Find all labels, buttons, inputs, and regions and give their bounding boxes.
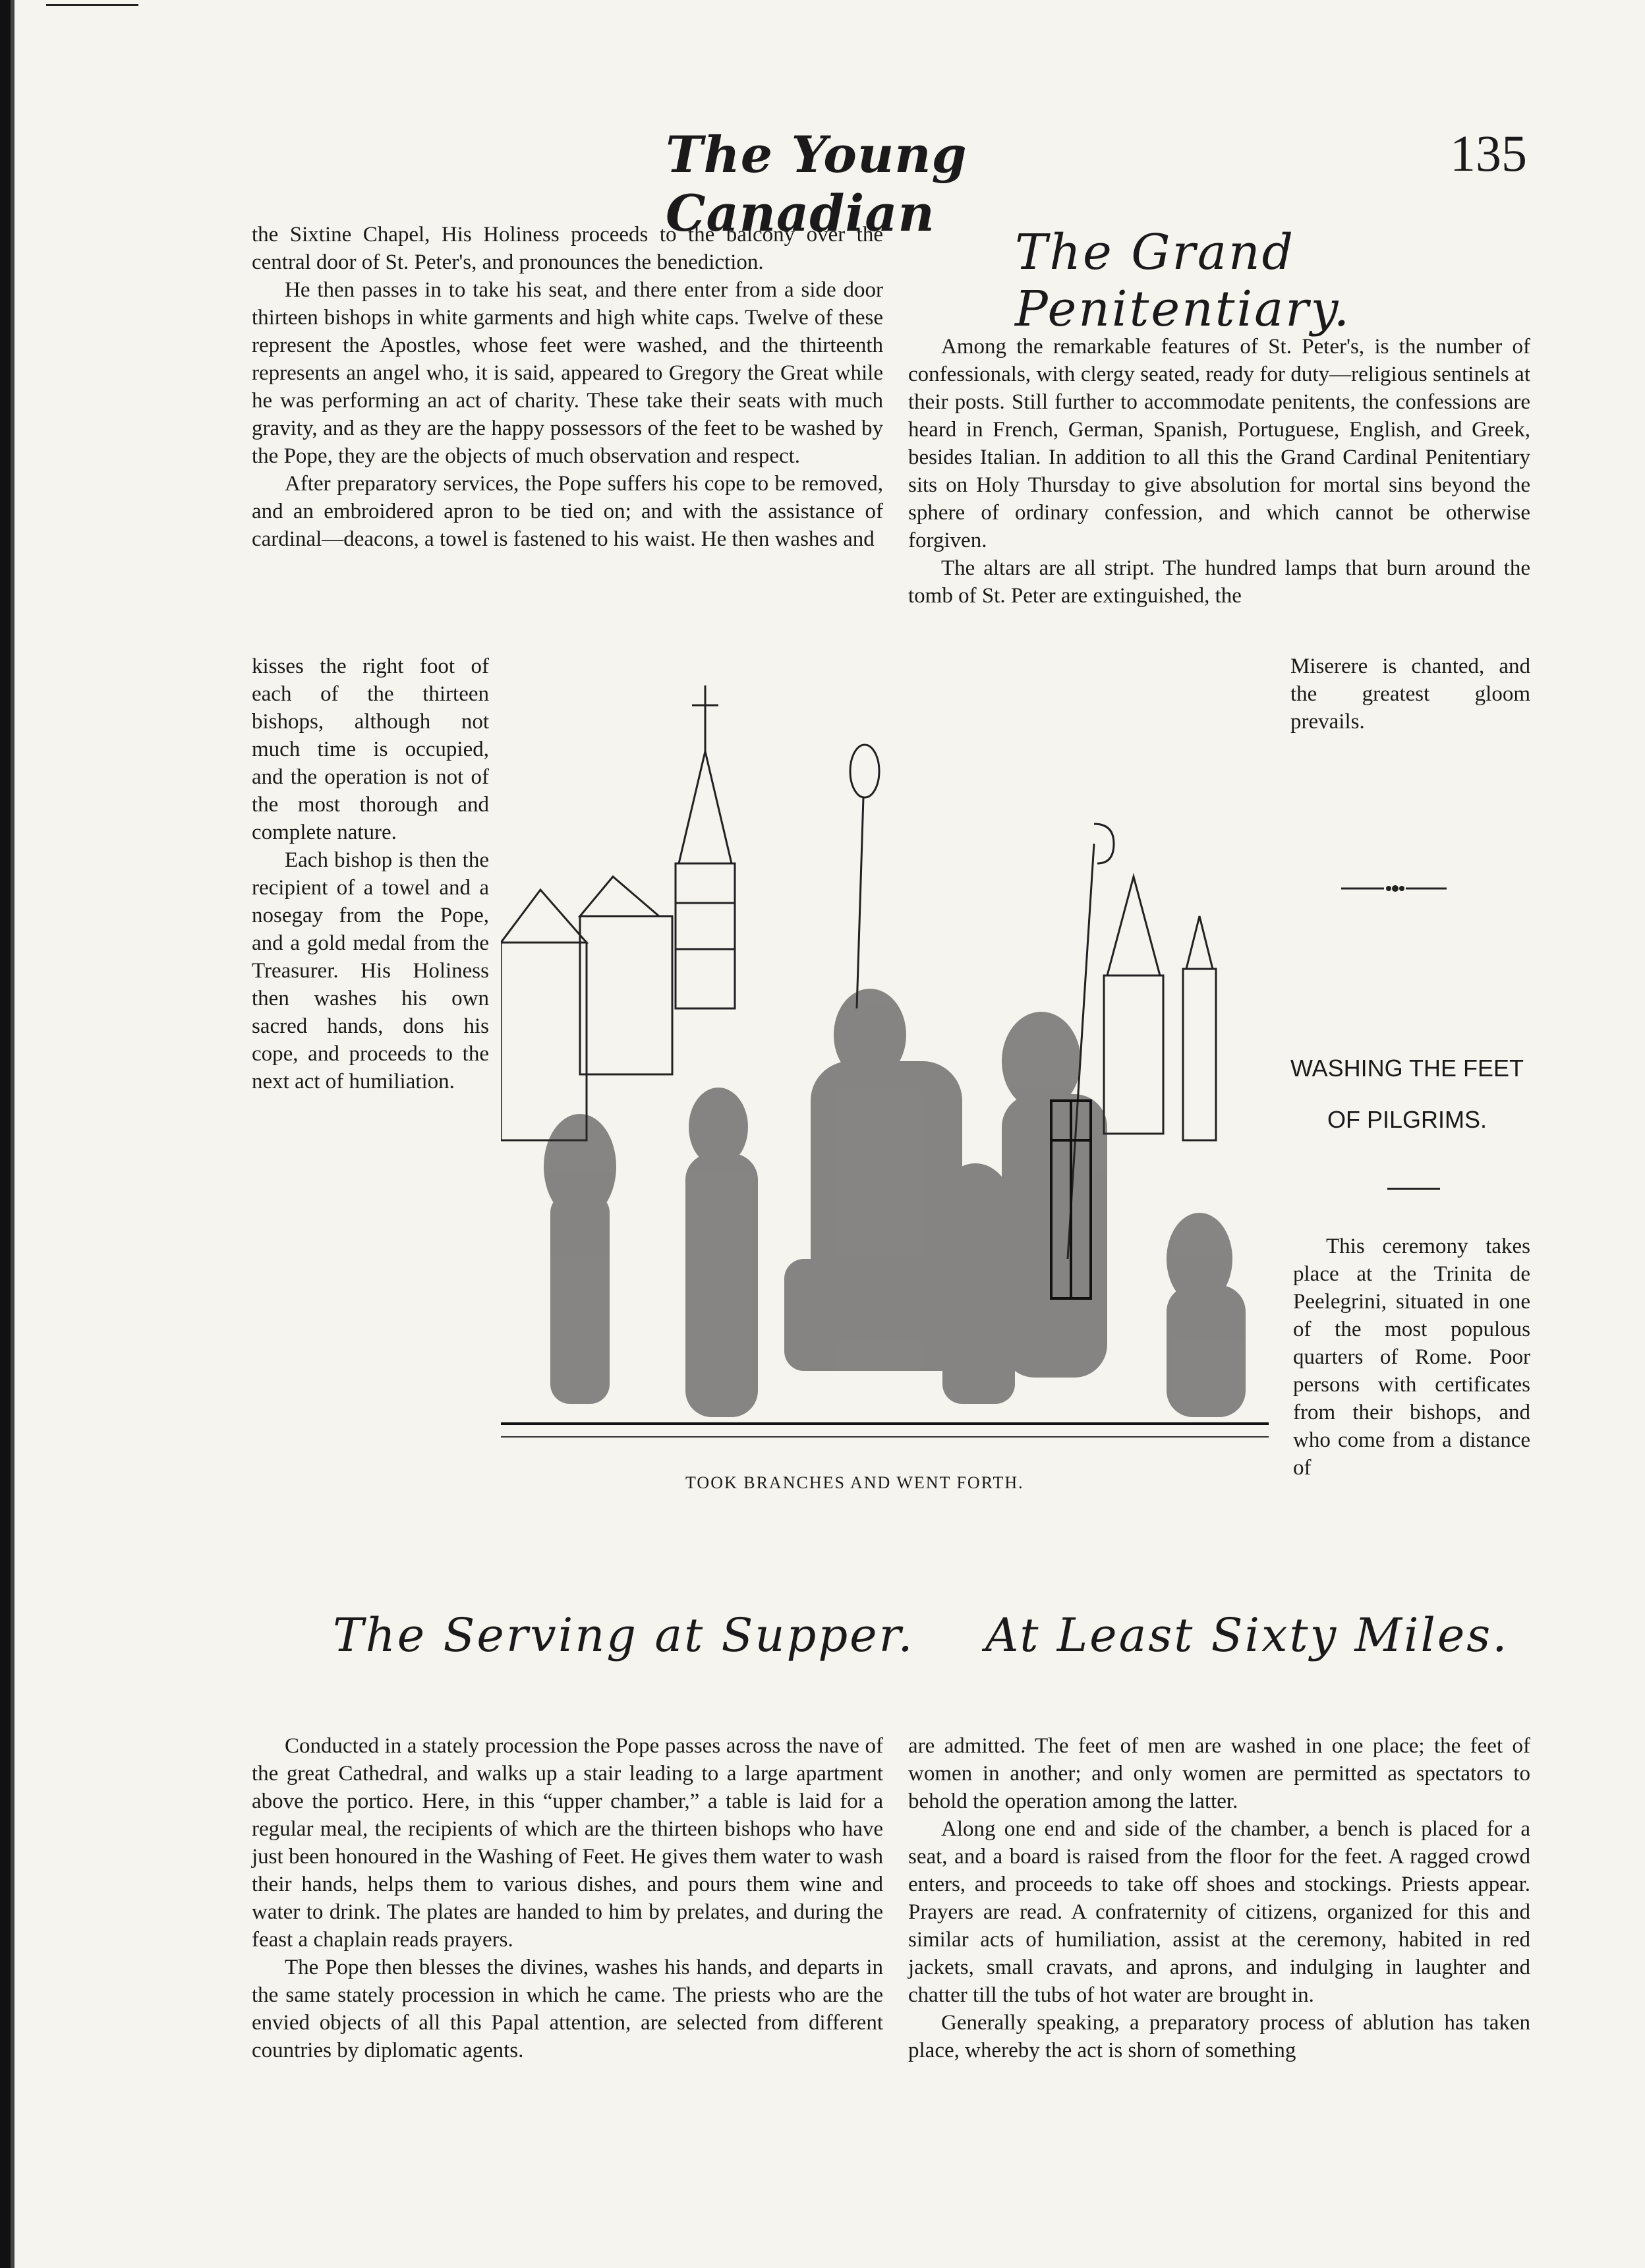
masthead-title: The Young Canadian — [666, 125, 967, 243]
right-column-narrow-top — [1290, 653, 1530, 736]
side-heading-line1: WASHING THE FEET — [1290, 1055, 1524, 1082]
left-column-narrow — [252, 653, 489, 1095]
paragraph: Miserere is chanted, and the greatest gloom prevails. — [1290, 654, 1530, 734]
side-section-text — [1293, 1233, 1530, 1482]
page-spine-shadow — [11, 0, 14, 2268]
section-heading-at-least-sixty-miles: At Least Sixty Miles. — [985, 1608, 1509, 1662]
paragraph: Conducted in a stately procession the Pope passes across the nave of the great Cathedral, and walks up a stair leading to a large apartment above the portico. Here, in this “upper chamber,” a table is laid for a regular meal, the recipients of which are the thirteen bishops who have just been honoured in the Washing of Feet. He gives them water to wash their hands, helps them to various dishes, and pours them wine and water to drink. The plates are handed to him by prelates, and during the feast a chaplain reads prayers. — [252, 1734, 883, 1952]
paragraph: The altars are all stript. The hundred lamps that burn around the tomb of St. Peter are extinguished, the — [908, 556, 1530, 608]
side-heading-line2: OF PILGRIMS. — [1327, 1106, 1487, 1133]
section-heading-serving-at-supper: The Serving at Supper. — [333, 1608, 915, 1662]
paragraph: kisses the right foot of each of the thirteen bishops, although not much time is occupied, and the operation is not of the most thorough and complete nature. — [252, 654, 489, 844]
paragraph: the Sixtine Chapel, His Holiness proceeds to the balcony over the central door of St. Peter's, and pronounces the benediction. — [252, 223, 883, 274]
procession-illustration — [501, 666, 1269, 1450]
page-spine-edge — [0, 0, 11, 2268]
section-heading-grand-penitentiary: The Grand Penitentiary. — [1015, 224, 1352, 337]
paragraph: Each bishop is then the recipient of a towel and a nosegay from the Pope, and a gold medal from the Treasurer. His Holiness then washes his own sacred hands, dons his cope, and proceeds to the next act of humiliation. — [252, 848, 489, 1093]
left-column-top — [252, 221, 883, 553]
page-number: 135 — [1450, 125, 1527, 182]
paragraph: He then passes in to take his seat, and there enter from a side door thirteen bishops in white garments and high white caps. Twelve of these represent the Apostles, whose feet were washed, and the thirteenth represents an angel who, it is said, appeared to Gregory the Great while he was performing an act of charity. These take their seats with much gravity, and as they are the happy possessors of the feet to be washed by the Pope, they are the objects of much observation and respect. — [252, 278, 883, 468]
top-rule — [46, 4, 138, 6]
paragraph: Along one end and side of the chamber, a bench is placed for a seat, and a board is raised from the floor for the feet. A ragged crowd enters, and proceeds to take off shoes and stockings. Priests appear. Prayers are read. A confraternity of citizens, organized for this and similar acts of humiliation, assist at the ceremony, habited in red jackets, small cravats, and aprons, and indulging in laughter and chatter till the tubs of hot water are brought in. — [908, 1817, 1530, 2007]
paragraph: After preparatory services, the Pope suffers his cope to be removed, and an embroidered apron to be tied on; and with the assistance of cardinal—deacons, a towel is fastened to his waist. He then washes and — [252, 472, 883, 551]
short-rule — [1387, 1188, 1440, 1190]
ornament-divider — [1341, 883, 1447, 894]
paragraph: are admitted. The feet of men are washed in one place; the feet of women in another; and only women are permitted as spectators to behold the operation among the latter. — [908, 1734, 1530, 1813]
paragraph: The Pope then blesses the divines, washes his hands, and departs in the same stately procession in which he came. The priests who are the envied objects of all this Papal attention, are selected from different countries by diplomatic agents. — [252, 1956, 883, 2062]
paragraph: Among the remarkable features of St. Peter's, is the number of confessionals, with clergy seated, ready for duty—religious sentinels at their posts. Still further to accommodate penitents, the confessions are heard in French, German, Spanish, Portuguese, English, and Greek, besides Italian. In addition to all this the Grand Cardinal Penitentiary sits on Holy Thursday to give absolution for mortal sins beyond the sphere of ordinary confession, and which cannot be otherwise forgiven. — [908, 335, 1530, 552]
bottom-right-column — [908, 1732, 1530, 2064]
paragraph: This ceremony takes place at the Trinita de Peelegrini, situated in one of the most populous quarters of Rome. Poor persons with certificates from their bishops, and who come from a distance of — [1293, 1235, 1530, 1480]
right-column-top — [908, 333, 1530, 610]
paragraph: Generally speaking, a preparatory process of ablution has taken place, whereby the act is shorn of something — [908, 2011, 1530, 2062]
illustration-caption: TOOK BRANCHES AND WENT FORTH. — [685, 1473, 1024, 1492]
bottom-left-column — [252, 1732, 883, 2064]
